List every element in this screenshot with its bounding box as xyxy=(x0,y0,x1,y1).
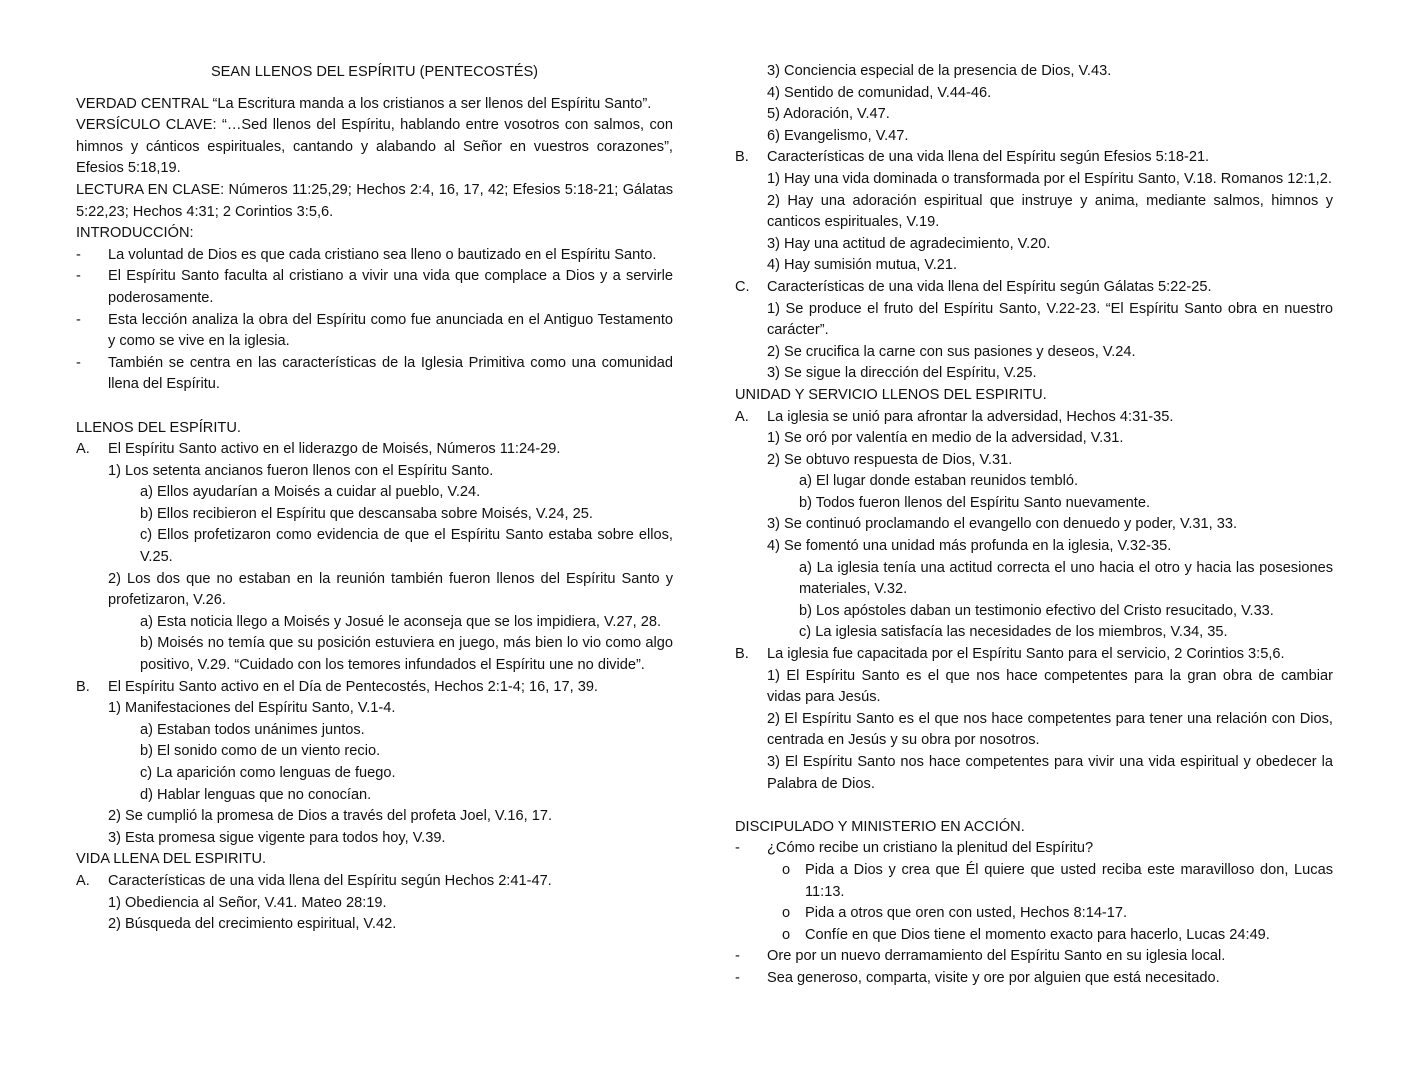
list-item: 1) Obediencia al Señor, V.41. Mateo 28:19. xyxy=(108,894,387,911)
dash-marker: - xyxy=(76,268,81,285)
vida-c xyxy=(735,277,1333,299)
dash-marker: - xyxy=(76,311,81,328)
vida-c-text: Características de una vida llena del Espíritu según Gálatas 5:22-25. xyxy=(767,278,1212,295)
intro-item xyxy=(76,266,673,309)
llenos-b-text: El Espíritu Santo activo en el Día de Pentecostés, Hechos 2:1-4; 16, 17, 39. xyxy=(108,678,598,695)
verdad-central: VERDAD CENTRAL “La Escritura manda a los cristianos a ser llenos del Espíritu Santo”. xyxy=(76,95,652,112)
llenos-heading: LLENOS DEL ESPÍRITU. xyxy=(76,419,241,436)
discipulado-text: Sea generoso, comparta, visite y ore por alguien que está necesitado. xyxy=(767,969,1220,986)
sub-bullet-text: Pida a Dios y crea que Él quiere que usted reciba este maravilloso don, Lucas 11:13. xyxy=(805,861,1333,900)
vida-b xyxy=(735,147,1333,169)
list-item: a) Ellos ayudarían a Moisés a cuidar al pueblo, V.24. xyxy=(140,484,481,501)
spacer xyxy=(76,396,673,418)
list-item: b) Todos fueron llenos del Espíritu Santo nuevamente. xyxy=(799,494,1151,511)
dash-marker: - xyxy=(735,948,740,965)
letter-marker: A. xyxy=(735,408,749,425)
unidad-a xyxy=(735,407,1333,429)
versiculo-clave: VERSÍCULO CLAVE: “…Sed llenos del Espíritu, hablando entre vosotros con salmos, con himnos y cánticos espirituales, cantando y alabando al Señor en vuestros corazones”, Efesios 5:18,19. xyxy=(76,117,673,177)
discipulado-question: ¿Cómo recibe un cristiano la plenitud del Espíritu? xyxy=(767,840,1094,857)
list-item: 4) Se fomentó una unidad más profunda en la iglesia, V.32-35. xyxy=(767,538,1172,555)
lectura-en-clase: LECTURA EN CLASE: Números 11:25,29; Hechos 2:4, 16, 17, 42; Efesios 5:18-21; Gálatas 5:22,23; Hechos 4:31; 2 Corintios 3:5,6. xyxy=(76,181,673,220)
llenos-a-text: El Espíritu Santo activo en el liderazgo de Moisés, Números 11:24-29. xyxy=(108,441,561,458)
discipulado-item xyxy=(735,838,1333,860)
list-item: c) Ellos profetizaron como evidencia de que el Espíritu Santo estaba sobre ellos, V.25. xyxy=(140,527,673,566)
unidad-b xyxy=(735,644,1333,666)
list-item: 4) Hay sumisión mutua, V.21. xyxy=(767,257,958,274)
list-item: 3) Hay una actitud de agradecimiento, V.20. xyxy=(767,235,1051,252)
list-item: 2) El Espíritu Santo es el que nos hace competentes para tener una relación con Dios, centrada en Jesús y su obra por nosotros. xyxy=(767,710,1333,749)
letter-marker: B. xyxy=(76,678,90,695)
circle-bullet-icon: o xyxy=(781,905,791,922)
list-item: c) La iglesia satisfacía las necesidades de los miembros, V.34, 35. xyxy=(799,624,1228,641)
list-item: b) Moisés no temía que su posición estuviera en juego, más bien lo vio como algo positivo, V.29. “Cuidado con los temores infundados el Espíritu une no divide”. xyxy=(140,635,673,674)
sub-bullet-item xyxy=(735,925,1333,947)
circle-bullet-icon: o xyxy=(781,861,791,878)
discipulado-item xyxy=(735,946,1333,968)
list-item: 1) Los setenta ancianos fueron llenos con el Espíritu Santo. xyxy=(108,462,494,479)
sub-bullet-item xyxy=(735,903,1333,925)
list-item: 2) Los dos que no estaban en la reunión también fueron llenos del Espíritu Santo y profetizaron, V.26. xyxy=(108,570,673,609)
circle-bullet-icon: o xyxy=(781,926,791,943)
list-item: 3) El Espíritu Santo nos hace competentes para vivir una vida espiritual y obedecer la Palabra de Dios. xyxy=(767,754,1333,792)
letter-marker: B. xyxy=(735,149,749,166)
list-item: 4) Sentido de comunidad, V.44-46. xyxy=(767,84,992,101)
list-item: 2) Se crucifica la carne con sus pasiones y deseos, V.24. xyxy=(767,343,1136,360)
dash-marker: - xyxy=(76,246,81,263)
list-item: d) Hablar lenguas que no conocían. xyxy=(140,786,372,803)
sub-bullet-text: Confíe en que Dios tiene el momento exacto para hacerlo, Lucas 24:49. xyxy=(805,926,1270,943)
list-item: b) Los apóstoles daban un testimonio efectivo del Cristo resucitado, V.33. xyxy=(799,602,1274,619)
list-item: 3) Se sigue la dirección del Espíritu, V.25. xyxy=(767,365,1037,382)
intro-item xyxy=(76,245,673,267)
intro-item xyxy=(76,353,673,396)
list-item: 2) Búsqueda del crecimiento espiritual, V.42. xyxy=(108,916,397,933)
unidad-heading: UNIDAD Y SERVICIO LLENOS DEL ESPIRITU. xyxy=(735,386,1047,403)
list-item: b) El sonido como de un viento recio. xyxy=(140,743,381,760)
dash-marker: - xyxy=(735,840,740,857)
intro-item-text: El Espíritu Santo faculta al cristiano a vivir una vida que complace a Dios y a servirle poderosamente. xyxy=(108,268,673,306)
dash-marker: - xyxy=(735,969,740,986)
list-item: 1) Manifestaciones del Espíritu Santo, V.1-4. xyxy=(108,700,396,717)
vida-heading: VIDA LLENA DEL ESPIRITU. xyxy=(76,851,267,868)
letter-marker: B. xyxy=(735,646,749,663)
list-item: 1) El Espíritu Santo es el que nos hace competentes para la gran obra de cambiar vidas para Jesús. xyxy=(767,667,1333,706)
sub-bullet-item xyxy=(735,860,1333,903)
list-item: 2) Se obtuvo respuesta de Dios, V.31. xyxy=(767,451,1013,468)
letter-marker: A. xyxy=(76,872,90,889)
spacer xyxy=(735,795,1333,817)
list-item: 1) Hay una vida dominada o transformada por el Espíritu Santo, V.18. Romanos 12:1,2. xyxy=(767,170,1332,187)
list-item: 3) Conciencia especial de la presencia de Dios, V.43. xyxy=(767,63,1112,79)
unidad-b-text: La iglesia fue capacitada por el Espíritu Santo para el servicio, 2 Corintios 3:5,6. xyxy=(767,646,1285,663)
discipulado-text: Ore por un nuevo derramamiento del Espíritu Santo en su iglesia local. xyxy=(767,948,1226,965)
vida-a xyxy=(76,871,673,893)
list-item: a) Esta noticia llego a Moisés y Josué le aconseja que se los impidiera, V.27, 28. xyxy=(140,613,662,630)
list-item: a) El lugar donde estaban reunidos tembló. xyxy=(799,473,1079,490)
llenos-a xyxy=(76,439,673,461)
letter-marker: A. xyxy=(76,441,90,458)
list-item: b) Ellos recibieron el Espíritu que descansaba sobre Moisés, V.24, 25. xyxy=(140,505,593,522)
sub-bullet-text: Pida a otros que oren con usted, Hechos 8:14-17. xyxy=(805,905,1128,922)
list-item: 1) Se produce el fruto del Espíritu Santo, V.22-23. “El Espíritu Santo obra en nuestro carácter”. xyxy=(767,300,1333,339)
letter-marker: C. xyxy=(735,278,750,295)
list-item: 3) Se continuó proclamando el evangello con denuedo y poder, V.31, 33. xyxy=(767,516,1238,533)
list-item: 2) Hay una adoración espiritual que instruye y anima, mediante salmos, himnos y canticos espirituales, V.19. xyxy=(767,192,1333,231)
list-item: 1) Se oró por valentía en medio de la adversidad, V.31. xyxy=(767,430,1124,447)
vida-b-text: Características de una vida llena del Espíritu según Efesios 5:18-21. xyxy=(767,149,1210,166)
intro-item-text: También se centra en las características de la Iglesia Primitiva como una comunidad llena del Espíritu. xyxy=(108,354,673,393)
intro-item-text: La voluntad de Dios es que cada cristiano sea lleno o bautizado en el Espíritu Santo. xyxy=(108,246,657,263)
list-item: a) Estaban todos unánimes juntos. xyxy=(140,721,365,738)
unidad-a-text: La iglesia se unió para afrontar la adversidad, Hechos 4:31-35. xyxy=(767,408,1174,425)
page-title: SEAN LLENOS DEL ESPÍRITU (PENTECOSTÉS) xyxy=(210,64,539,80)
list-item: a) La iglesia tenía una actitud correcta el uno hacia el otro y hacia las posesiones materiales, V.32. xyxy=(799,559,1333,598)
intro-item xyxy=(76,310,673,353)
left-column xyxy=(76,0,673,936)
discipulado-heading: DISCIPULADO Y MINISTERIO EN ACCIÓN. xyxy=(735,818,1025,835)
list-item: 5) Adoración, V.47. xyxy=(767,106,890,123)
intro-item-text: Esta lección analiza la obra del Espíritu como fue anunciada en el Antiguo Testamento y como se vive en la iglesia. xyxy=(108,311,673,350)
list-item: 3) Esta promesa sigue vigente para todos hoy, V.39. xyxy=(108,829,446,846)
list-item: c) La aparición como lenguas de fuego. xyxy=(140,765,396,781)
vida-a-text: Características de una vida llena del Espíritu según Hechos 2:41-47. xyxy=(108,872,552,889)
right-column xyxy=(735,61,1333,990)
llenos-b xyxy=(76,677,673,699)
list-item: 2) Se cumplió la promesa de Dios a través del profeta Joel, V.16, 17. xyxy=(108,808,553,825)
discipulado-item xyxy=(735,968,1333,990)
dash-marker: - xyxy=(76,354,81,371)
list-item: 6) Evangelismo, V.47. xyxy=(767,127,909,144)
intro-heading: INTRODUCCIÓN: xyxy=(76,225,194,242)
